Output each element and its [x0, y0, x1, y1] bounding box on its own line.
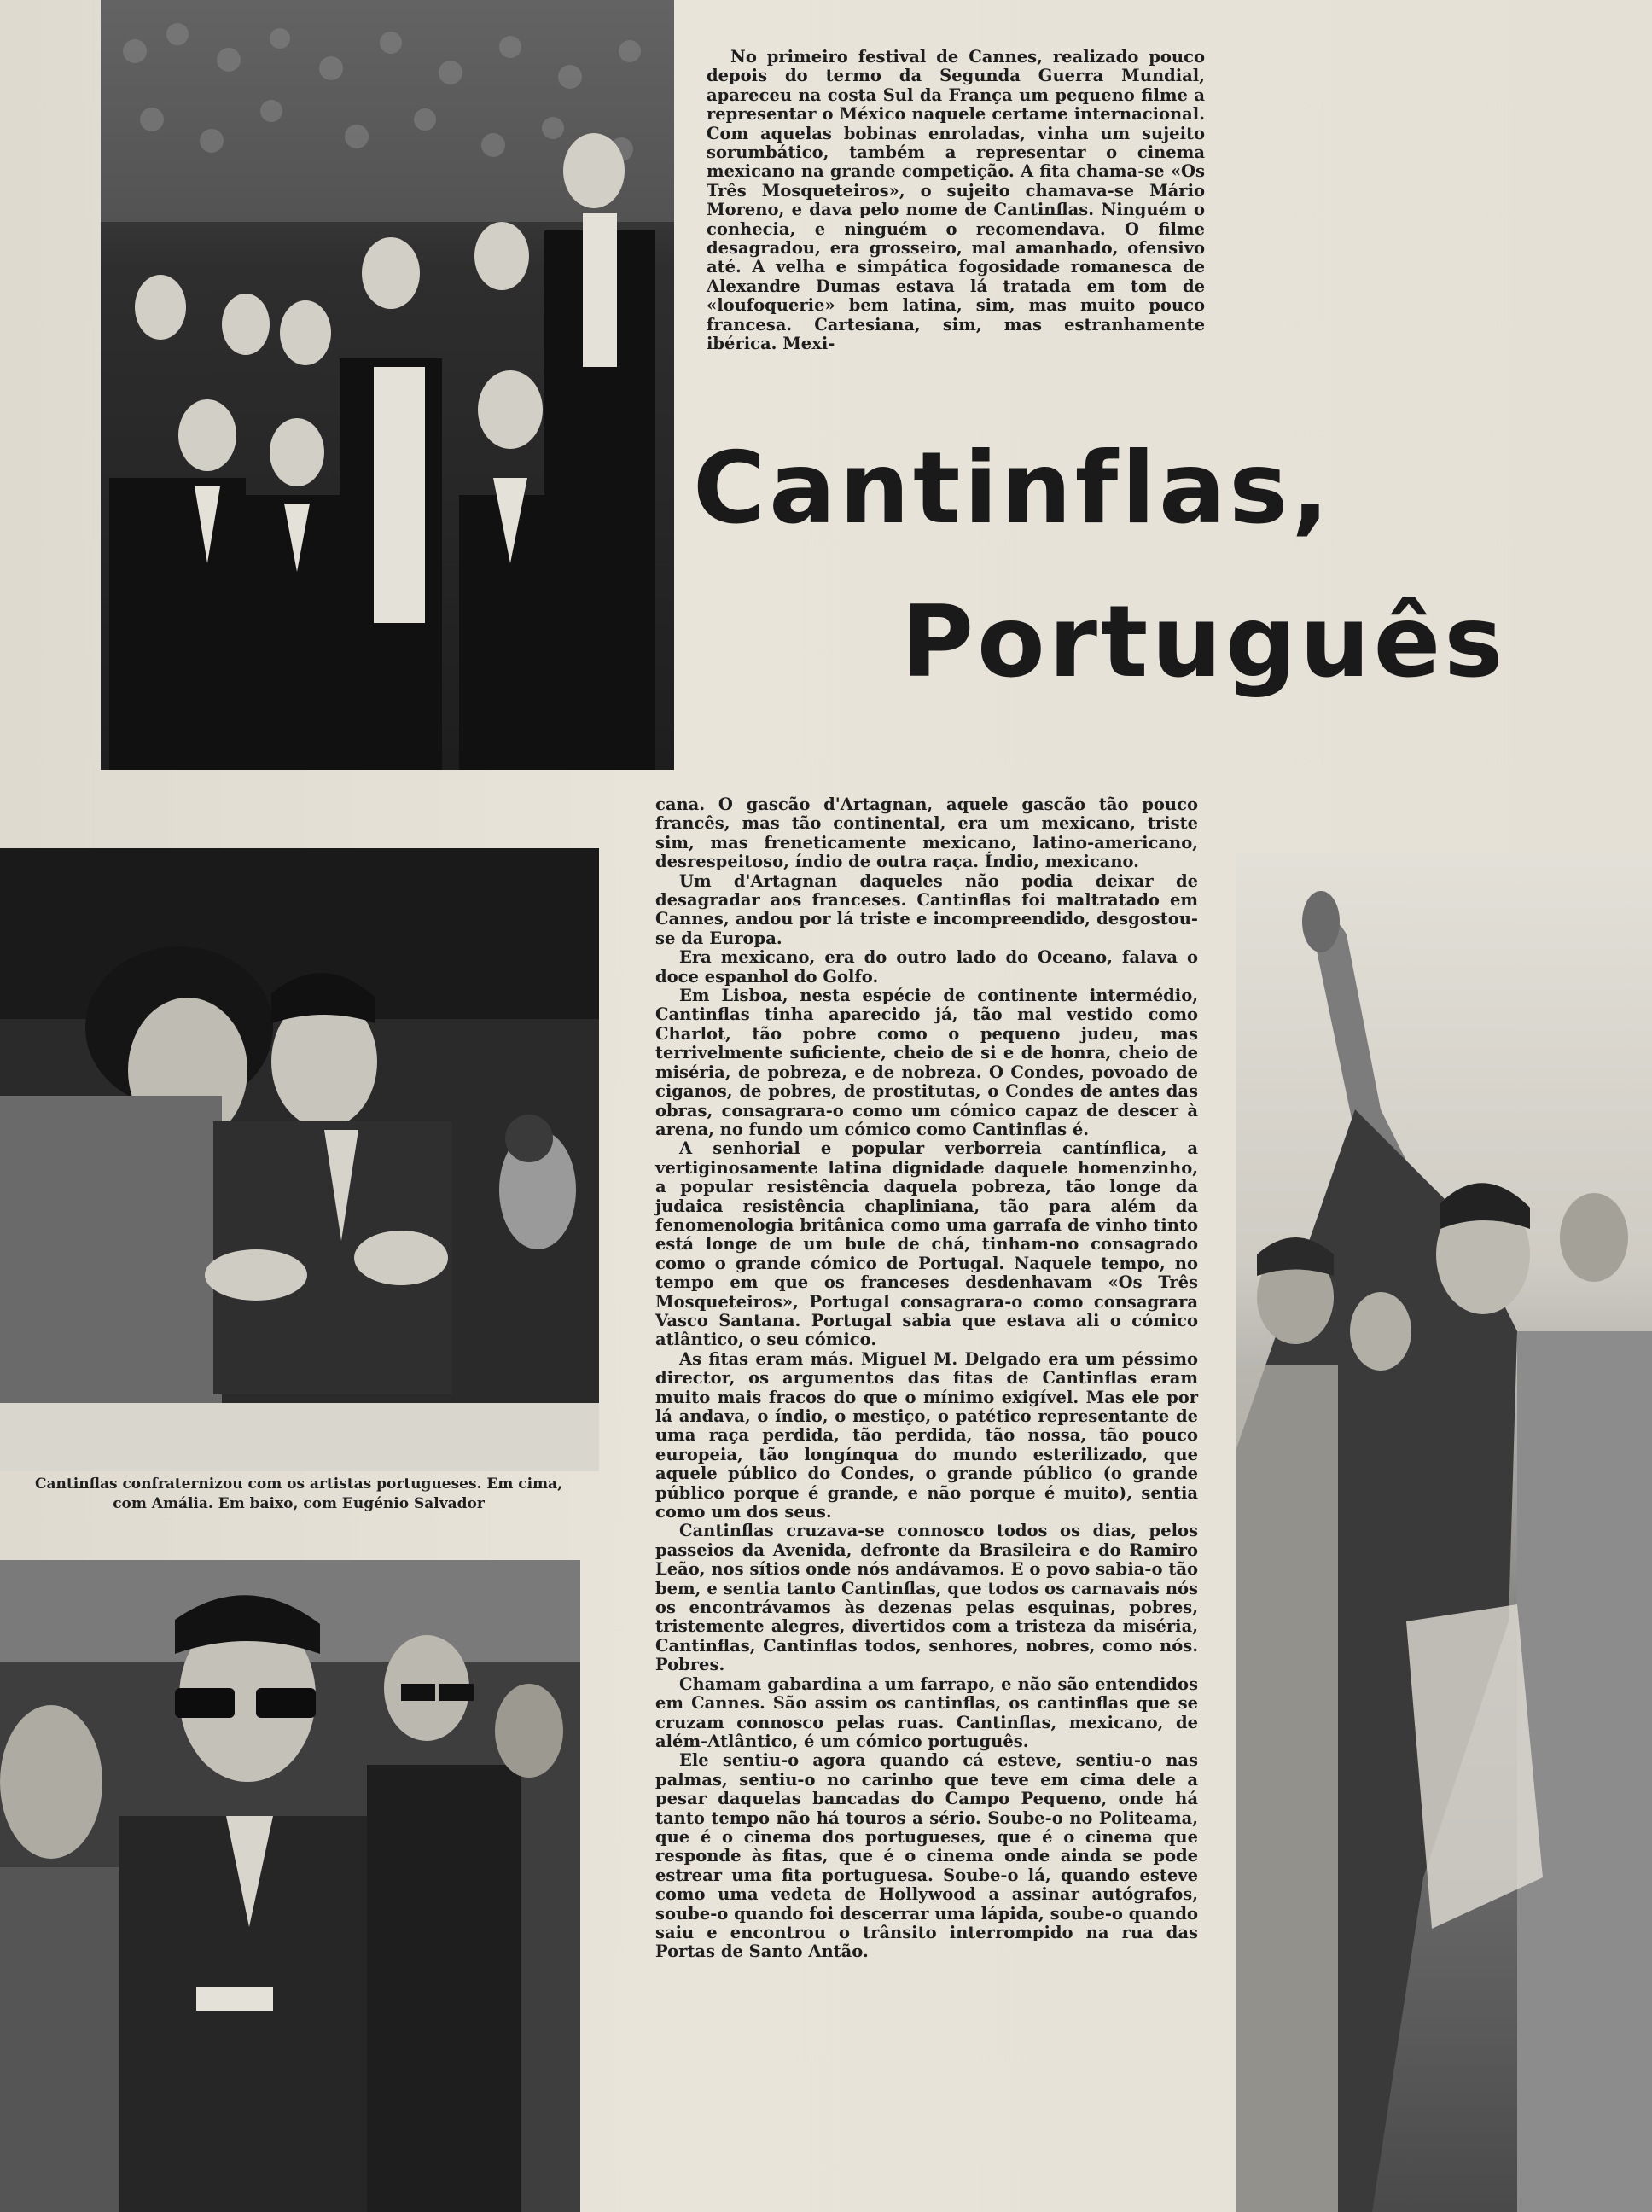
body-paragraph: A senhorial e popular verborreia cantínflica, a vertiginosamente latina dignidade daquele homenzinho, a popular resistência daquela pobreza, tão longe da judaica resistência chapliniana, tão para além da fenomenologia britânica como uma garrafa de vinho tinto está longe de um bule de chá, tinham-no consagrado como o grande cómico de Portugal. Naquele tempo, no tempo em que os franceses desdenhavam «Os Três Mosqueteiros», Portugal consagrara-o como consagrara Vasco Santana. Portugal sabia que estava ali o cómico atlântico, o seu cómico.	[655, 1138, 1198, 1350]
headline-line1: Cantinflas,	[693, 431, 1333, 546]
photo-salvador-image	[0, 1560, 580, 2212]
photo-cantinflas-waving	[1236, 853, 1652, 2212]
photo-waving-image	[1236, 853, 1652, 2212]
article-intro	[707, 48, 1205, 354]
headline-line2: Português	[901, 585, 1507, 700]
photo-crowd-image	[101, 0, 674, 770]
body-paragraph: As fitas eram más. Miguel M. Delgado era um péssimo director, os argumentos das fitas de Cantinflas eram muito mais fracos do que o mínimo exigível. Mas ele por lá andava, o índio, o mestiço, o patético representante de uma raça perdida, tão perdida, tão nossa, tão pouco europeia, tão longínqua do mundo esterilizado, que aquele público do Condes, o grande público (o grande público porque é grande, e não porque é muito), sentia como um dos seus.	[655, 1348, 1198, 1522]
body-paragraph: Chamam gabardina a um farrapo, e não são entendidos em Cannes. São assim os cantinflas, os cantinflas que se cruzam connosco pelas ruas. Cantinflas, mexicano, de além-Atlântico, é um cómico português.	[655, 1674, 1198, 1751]
photo-amalia-image	[0, 848, 599, 1471]
body-paragraph: Em Lisboa, nesta espécie de continente intermédio, Cantinflas tinha aparecido já, tão mal vestido como Charlot, tão pobre como o pequeno judeu, mas terrivelmente suficiente, cheio de si e de honra, cheio de miséria, de pobreza, e de nobreza. O Condes, povoado de ciganos, de pobres, de prostitutas, o Condes de antes das obras, consagrara-o como um cómico capaz de descer à arena, no fundo um cómico como Cantinflas é.	[655, 986, 1198, 1139]
body-paragraph: cana. O gascão d'Artagnan, aquele gascão tão pouco francês, mas tão continental, era um mexicano, triste sim, mas freneticamente mexicano, latino-americano, desrespeitoso, índio de outra raça. Índio, mexicano.	[655, 795, 1198, 872]
photo-cantinflas-salvador	[0, 1560, 580, 2212]
photo-crowd-group	[101, 0, 674, 770]
body-paragraph: Cantinflas cruzava-se connosco todos os dias, pelos passeios da Avenida, defronte da Brasileira e do Ramiro Leão, nos sítios onde nós andávamos. E o povo sabia-o tão bem, e sentia tanto Cantinflas, que todos os carnavais nós os encontrávamos às dezenas pelas esquinas, pobres, tristemente alegres, divertidos com a tristeza da miséria, Cantinflas, Cantinflas todos, senhores, nobres, como nós. Pobres.	[655, 1521, 1198, 1675]
photo-caption: Cantinflas confraternizou com os artistas portugueses. Em cima, com Amália. Em baixo, com Eugénio Salvador	[35, 1476, 562, 1512]
article-body	[655, 795, 1198, 1962]
intro-paragraph: No primeiro festival de Cannes, realizado pouco depois do termo da Segunda Guerra Mundial, apareceu na costa Sul da França um pequeno filme a representar o México naquele certame internacional. Com aquelas bobinas enroladas, vinha um sujeito sorumbático, também a representar o cinema mexicano na grande competição. A fita chama-se «Os Três Mosqueteiros», o sujeito chamava-se Mário Moreno, e dava pelo nome de Cantinflas. Ninguém o conhecia, e ninguém o recomendava. O filme desagradou, era grosseiro, mal amanhado, ofensivo até. A velha e simpática fogosidade romanesca de Alexandre Dumas estava lá tratada em tom de «loufoquerie» bem latina, sim, mas muito pouco francesa. Cartesiana, sim, mas estranhamente ibérica. Mexi-	[707, 47, 1205, 354]
body-paragraph: Ele sentiu-o agora quando cá esteve, sentiu-o nas palmas, sentiu-o no carinho que teve em cima dele a pesar daquelas bancadas do Campo Pequeno, onde há tanto tempo não há touros a sério. Soube-o no Politeama, que é o cinema dos portugueses, que é o cinema que responde às fitas, que é o cinema onde ainda se pode estrear uma fita portuguesa. Soube-o lá, quando esteve como uma vedeta de Hollywood a assinar autógrafos, soube-o quando foi descerrar uma lápida, soube-o quando saiu e encontrou o trânsito interrompido na rua das Portas de Santo Antão.	[655, 1750, 1198, 1962]
photo-cantinflas-amalia	[0, 848, 599, 1471]
body-paragraph: Era mexicano, era do outro lado do Oceano, falava o doce espanhol do Golfo.	[655, 947, 1198, 987]
body-paragraph: Um d'Artagnan daqueles não podia deixar de desagradar aos franceses. Cantinflas foi maltratado em Cannes, andou por lá triste e incompreendido, desgostou-se da Europa.	[655, 870, 1198, 948]
